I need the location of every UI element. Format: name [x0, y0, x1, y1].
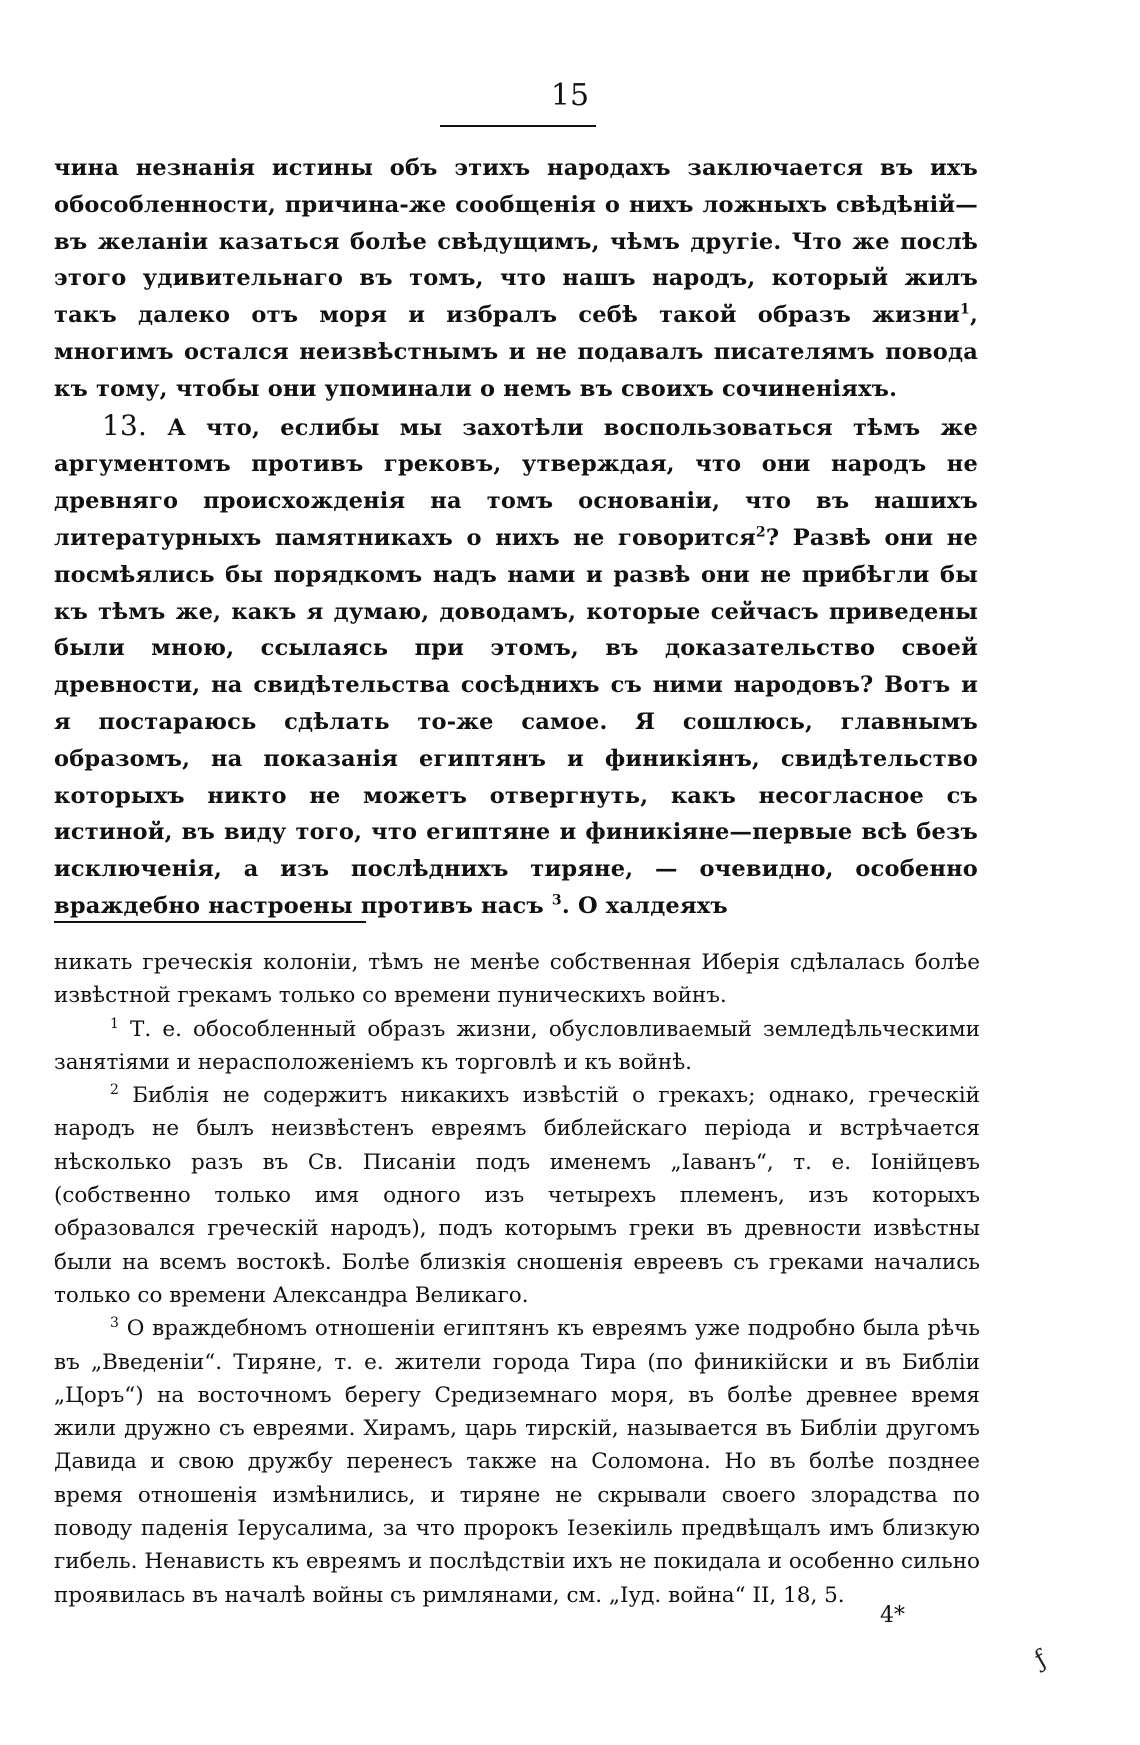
footnote-text: Т. е. обособленный образъ жизни, обусловливаемый земледѣльческими занятіями и нерасположеніемъ къ торговлѣ и къ войнѣ. — [54, 1016, 980, 1075]
footnote-ref-3: 3 — [551, 892, 562, 909]
footnote-2 — [54, 1079, 980, 1312]
section-number: 13. — [102, 408, 148, 442]
page-number: 15 — [550, 78, 590, 113]
section-text-2: ? Развѣ они не посмѣялись бы порядкомъ надъ нами и развѣ они не прибѣгли бы къ тѣмъ же, какъ я думаю, доводамъ, которые сейчасъ приведены были мною, ссылаясь при этомъ, въ доказательство своей древности, на свидѣтельства сосѣднихъ съ ними народовъ? Вотъ и я постараюсь сдѣлать то-же самое. Я сошлюсь, главнымъ образомъ, на показанія египтянъ и финикіянъ, свидѣтельство которыхъ никто не можетъ отвергнуть, какъ несогласное съ истиной, въ виду того, что египтяне и финикіяне—первые всѣ безъ исключенія, а изъ послѣднихъ тиряне, — очевидно, особенно враждебно настроены противъ насъ — [54, 524, 978, 919]
footnote-continuation: никать греческія колоніи, тѣмъ не менѣе собственная Иберія сдѣлалась болѣе извѣстной грекамъ только со времени пуническихъ войнъ. — [54, 950, 980, 1009]
footnote-mark: 3 — [110, 1315, 119, 1332]
header-rule — [440, 125, 596, 127]
footnote-rule — [54, 921, 366, 923]
footnote-text: Библія не содержитъ никакихъ извѣстій о грекахъ; однако, греческій народъ не былъ неизвѣстенъ евреямъ библейскаго періода и встрѣчается нѣсколько разъ въ Св. Писаніи подъ именемъ „Іаванъ“, т. е. Іонійцевъ (собственно только имя одного изъ четырехъ племенъ, изъ которыхъ образовался греческій народъ), подъ которымъ греки въ древности извѣстны были на всемъ востокѣ. Болѣе близкія сношенія евреевъ съ греками начались только со времени Александра Великаго. — [54, 1083, 980, 1308]
footnote-ref-2: 2 — [755, 524, 766, 541]
footnote-mark: 1 — [110, 1015, 119, 1032]
section-text-3: . О халдеяхъ — [561, 892, 728, 919]
footnote-1 — [54, 1013, 980, 1080]
section-text-1: А что, еслибы мы захотѣли воспользоваться тѣмъ же аргументомъ противъ грековъ, утверждая, что они народъ не древняго происхожденія на томъ основаніи, что въ нашихъ литературныхъ памятникахъ о нихъ не говорится — [54, 414, 978, 551]
footnote-mark: 2 — [110, 1082, 119, 1099]
main-text — [54, 150, 978, 925]
signature-mark: 4* — [880, 1603, 905, 1628]
footnote-3 — [54, 1312, 980, 1612]
footnote-text: О враждебномъ отношеніи египтянъ къ евреямъ уже подробно была рѣчь въ „Введеніи“. Тиряне, т. е. жители города Тира (по финикійски и въ Библіи „Цоръ“) на восточномъ берегу Средиземнаго моря, въ болѣе древнее время жили дружно съ евреями. Хирамъ, царь тирскій, называется въ Библіи другомъ Давида и свою дружбу перенесъ также на Соломона. Но въ болѣе позднее время отношенія измѣнились, и тиряне не скрывали своего злорадства по поводу паденія Іерусалима, за что пророкъ Іезекіиль предвѣщалъ имъ близкую гибель. Ненависть къ евреямъ и послѣдствіи ихъ не покидала и особенно сильно проявилась въ началѣ войны съ римлянами, см. „Іуд. война“ II, 18, 5. — [54, 1316, 980, 1608]
stray-pen-mark: ƒ — [1029, 1644, 1052, 1674]
footnotes — [54, 946, 980, 1612]
paragraph-13 — [54, 408, 978, 925]
paragraph-continued — [54, 150, 978, 408]
paragraph-continued-end: , многимъ остался неизвѣстнымъ и не подавалъ писателямъ повода къ тому, чтобы они упоминали о немъ въ своихъ сочиненіяхъ. — [54, 302, 978, 402]
paragraph-continued-text: чина незнанія истины объ этихъ народахъ заключается въ ихъ обособленности, причина-же сообщенія о нихъ ложныхъ свѣдѣній—въ желаніи казаться болѣе свѣдущимъ, чѣмъ другіе. Что же послѣ этого удивительнаго въ томъ, что нашъ народъ, который жилъ такъ далеко отъ моря и избралъ себѣ такой образъ жизни — [54, 155, 978, 329]
footnote-ref-1: 1 — [960, 301, 970, 318]
